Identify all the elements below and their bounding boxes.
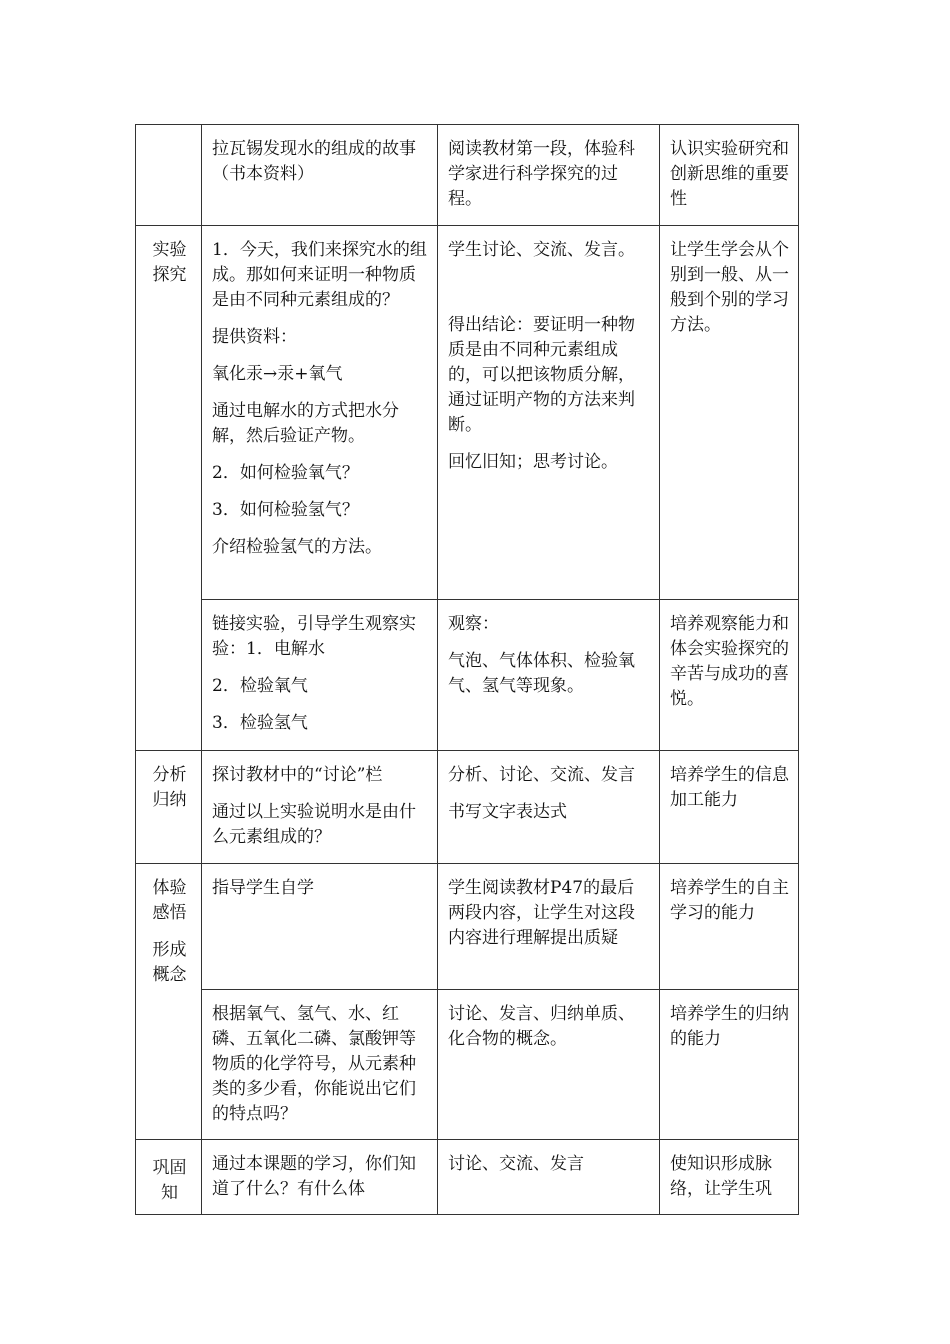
- text-paragraph: 氧化汞→汞+氧气: [212, 364, 343, 384]
- text-paragraph: 观察：: [448, 614, 499, 634]
- text-paragraph: 通过本课题的学习，你们知道了什么？有什么体: [212, 1154, 416, 1199]
- table-row: [136, 600, 799, 751]
- student-activity-cell: [438, 125, 660, 226]
- text-paragraph: 学生讨论、交流、发言。: [448, 240, 635, 260]
- stage-label: 体验感悟: [152, 878, 187, 923]
- text-paragraph: 让学生学会从个别到一般、从一般到个别的学习方法。: [670, 240, 789, 335]
- student-activity-cell: [438, 1140, 660, 1215]
- text-paragraph: 2．检验氧气: [212, 676, 308, 696]
- student-activity-cell: [438, 990, 660, 1140]
- text-paragraph: 拉瓦锡发现水的组成的故事（书本资料）: [212, 139, 416, 184]
- text-paragraph: 通过以上实验说明水是由什么元素组成的？: [212, 802, 416, 847]
- teacher-activity-cell: [202, 226, 438, 600]
- lesson-plan-table: [135, 124, 799, 1215]
- text-paragraph: 2．如何检验氧气？: [212, 463, 359, 483]
- stage-label: 巩固知: [152, 1158, 187, 1203]
- text-paragraph: 培养学生的自主学习的能力: [670, 878, 789, 923]
- stage-cell: [136, 864, 202, 1140]
- text-paragraph: 分析、讨论、交流、发言: [448, 765, 635, 785]
- table-row: [136, 226, 799, 600]
- design-intent-cell: [660, 1140, 799, 1215]
- text-paragraph: 得出结论：要证明一种物质是由不同种元素组成的，可以把该物质分解，通过证明产物的方法来判断。: [448, 315, 635, 435]
- text-paragraph: 链接实验，引导学生观察实验：1．电解水: [212, 614, 416, 659]
- teacher-activity-cell: [202, 990, 438, 1140]
- stage-label: 实验探究: [152, 240, 187, 285]
- text-paragraph: 3．检验氢气: [212, 713, 308, 733]
- student-activity-cell: [438, 226, 660, 600]
- stage-cell: [136, 125, 202, 226]
- text-paragraph: 培养学生的信息加工能力: [670, 765, 789, 810]
- text-paragraph: 使知识形成脉络，让学生巩: [670, 1154, 772, 1199]
- design-intent-cell: [660, 600, 799, 751]
- text-paragraph: 提供资料：: [212, 327, 297, 347]
- teacher-activity-cell: [202, 751, 438, 864]
- text-paragraph: 培养学生的归纳的能力: [670, 1004, 789, 1049]
- design-intent-cell: [660, 990, 799, 1140]
- table-row: [136, 125, 799, 226]
- text-paragraph: 讨论、交流、发言: [448, 1154, 584, 1174]
- stage-label: 分析归纳: [152, 765, 187, 810]
- text-paragraph: 学生阅读教材P47的最后两段内容，让学生对这段内容进行理解提出质疑: [448, 878, 635, 948]
- text-paragraph: 回忆旧知；思考讨论。: [448, 452, 618, 472]
- table-row: [136, 1140, 799, 1215]
- text-paragraph: 认识实验研究和创新思维的重要性: [670, 139, 789, 209]
- text-paragraph: 探讨教材中的“讨论”栏: [212, 765, 383, 785]
- teacher-activity-cell: [202, 1140, 438, 1215]
- design-intent-cell: [660, 226, 799, 600]
- stage-cell: [136, 1140, 202, 1215]
- text-paragraph: 3．如何检验氢气？: [212, 500, 359, 520]
- text-paragraph: 1．今天，我们来探究水的组成。那如何来证明一种物质是由不同种元素组成的？: [212, 240, 427, 310]
- design-intent-cell: [660, 864, 799, 990]
- text-paragraph: 气泡、气体体积、检验氧气、氢气等现象。: [448, 651, 635, 696]
- text-paragraph: 阅读教材第一段，体验科学家进行科学探究的过程。: [448, 139, 635, 209]
- table-row: [136, 864, 799, 990]
- stage-cell: [136, 751, 202, 864]
- text-paragraph: 培养观察能力和体会实验探究的辛苦与成功的喜悦。: [670, 614, 789, 709]
- text-paragraph: 介绍检验氢气的方法。: [212, 537, 382, 557]
- stage-cell: [136, 226, 202, 751]
- design-intent-cell: [660, 125, 799, 226]
- text-paragraph: 讨论、发言、归纳单质、化合物的概念。: [448, 1004, 635, 1049]
- text-paragraph: 书写文字表达式: [448, 802, 567, 822]
- student-activity-cell: [438, 751, 660, 864]
- teacher-activity-cell: [202, 864, 438, 990]
- teacher-activity-cell: [202, 600, 438, 751]
- student-activity-cell: [438, 864, 660, 990]
- stage-label: 形成概念: [152, 940, 187, 985]
- table-row: [136, 990, 799, 1140]
- text-paragraph: 指导学生自学: [212, 878, 314, 898]
- text-paragraph: 通过电解水的方式把水分解，然后验证产物。: [212, 401, 399, 446]
- teacher-activity-cell: [202, 125, 438, 226]
- design-intent-cell: [660, 751, 799, 864]
- table-row: [136, 751, 799, 864]
- student-activity-cell: [438, 600, 660, 751]
- text-paragraph: 根据氧气、氢气、水、红磷、五氧化二磷、氯酸钾等物质的化学符号，从元素种类的多少看，你能说出它们的特点吗？: [212, 1004, 416, 1124]
